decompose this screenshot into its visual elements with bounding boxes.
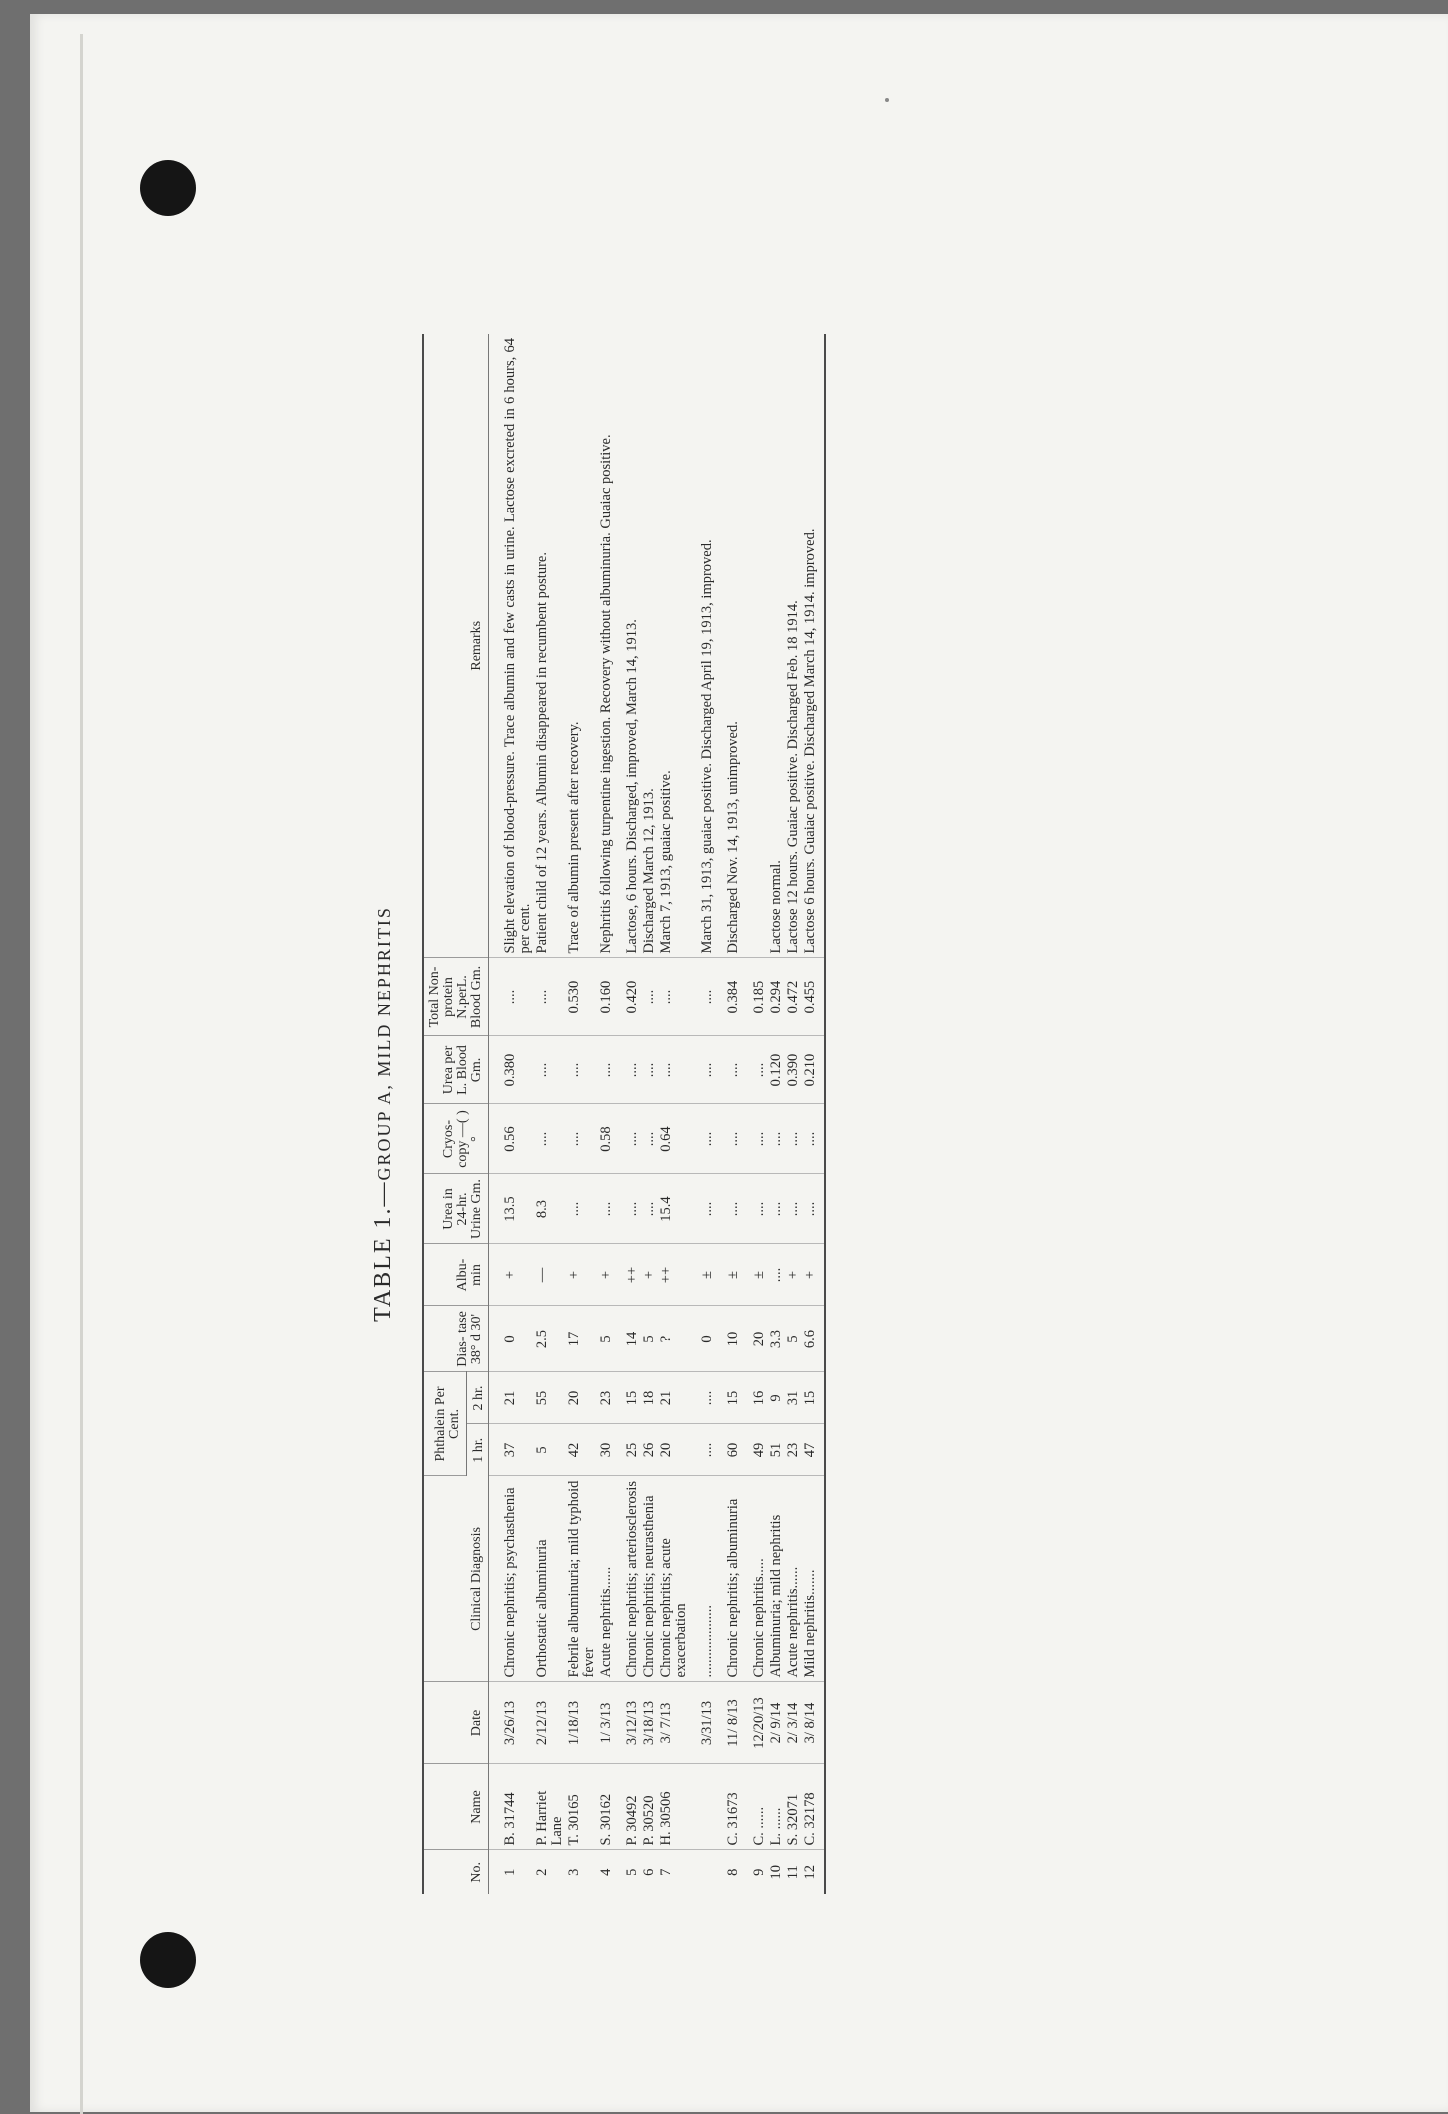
cell-cryoscopy: 0.56	[489, 1104, 535, 1174]
cell-name: C. 31673	[716, 1764, 742, 1850]
cell-name: S. 32071	[785, 1764, 802, 1850]
cell-albumin: +	[641, 1244, 658, 1306]
table-row	[615, 334, 641, 1894]
cell-no: 5	[624, 1868, 640, 1876]
cell-remarks: March 7, 1913, guaiac positive.	[658, 334, 690, 958]
header-diastase: Dias- tase 38° d 30'	[423, 1306, 489, 1372]
cell-diagnosis: Acute nephritis......	[598, 1476, 615, 1682]
cell-date: 3/31/13	[690, 1682, 716, 1764]
cell-albumin: ±	[716, 1244, 742, 1306]
cell-urea-urine: 8.3	[534, 1174, 566, 1244]
binder-hole-bottom	[140, 1932, 196, 1988]
cell-no: 8	[725, 1868, 741, 1876]
cell-nonprotein: ....	[489, 958, 535, 1036]
cell-no	[690, 1850, 716, 1894]
cell-p1: ....	[690, 1424, 716, 1476]
results-table	[422, 334, 826, 1894]
cell-diagnosis: Mild nephritis.......	[802, 1476, 825, 1682]
cell-name: H. 30506	[658, 1764, 690, 1850]
cell-no: 6	[641, 1868, 657, 1876]
cell-remarks: Lactose 12 hours. Guaiac positive. Discharged Feb. 18 1914.	[785, 334, 802, 958]
cell-diagnosis: Albuminuria; mild nephritis	[768, 1476, 785, 1682]
cell-diagnosis: Chronic nephritis; psychasthenia	[489, 1476, 535, 1682]
table-row	[690, 334, 716, 1894]
cell-diagnosis: Febrile albuminuria; mild typhoid fever	[566, 1476, 598, 1682]
table-row	[658, 334, 690, 1894]
cell-no: 12	[802, 1850, 825, 1894]
page-fold-line	[80, 34, 83, 2114]
cell-cryoscopy: ....	[690, 1104, 716, 1174]
cell-date: 12/20/13	[742, 1682, 768, 1764]
cell-cryoscopy: ....	[566, 1104, 598, 1174]
cell-cryoscopy: ....	[742, 1104, 768, 1174]
cell-p1: 49	[742, 1424, 768, 1476]
header-urea-blood: Urea per L. Blood Gm.	[423, 1036, 489, 1104]
cell-diastase: 6.6	[802, 1306, 825, 1372]
cell-diagnosis: Acute nephritis......	[785, 1476, 802, 1682]
cell-date: 1/ 3/13	[598, 1682, 615, 1764]
cell-albumin: +	[785, 1244, 802, 1306]
cell-urea-blood: ....	[742, 1036, 768, 1104]
cell-name: L. ......	[768, 1764, 785, 1850]
header-urea-urine: Urea in 24-hr. Urine Gm.	[423, 1174, 489, 1244]
table-row	[768, 334, 785, 1894]
table-title-group: GROUP A, MILD NEPHRITIS	[374, 906, 394, 1181]
cell-cryoscopy: 0.58	[598, 1104, 615, 1174]
cell-diastase: 14	[615, 1306, 641, 1372]
cell-urea-urine: ....	[802, 1174, 825, 1244]
header-name: Name	[423, 1764, 489, 1850]
header-cryoscopy: Cryos- copy —( )°	[423, 1104, 489, 1174]
cell-name: C. ......	[742, 1764, 768, 1850]
cell-name: P. 30520	[641, 1764, 658, 1850]
header-phthalein: Phthalein Per Cent.	[423, 1372, 466, 1476]
table-row	[716, 334, 742, 1894]
cell-name: S. 30162	[598, 1764, 615, 1850]
cell-p2: 31	[785, 1372, 802, 1424]
cell-urea-urine: ....	[566, 1174, 598, 1244]
cell-urea-blood: ....	[716, 1036, 742, 1104]
cell-cryoscopy: ....	[534, 1104, 566, 1174]
cell-diagnosis: Orthostatic albuminuria	[534, 1476, 566, 1682]
table-row	[641, 334, 658, 1894]
cell-p1: 26	[641, 1424, 658, 1476]
cell-p2: 15	[802, 1372, 825, 1424]
cell-date: 3/26/13	[489, 1682, 535, 1764]
cell-nonprotein: 0.294	[768, 958, 785, 1036]
cell-diagnosis: ....................	[690, 1476, 716, 1682]
cell-p2: 15	[716, 1372, 742, 1424]
cell-remarks	[742, 334, 768, 958]
cell-nonprotein: ....	[690, 958, 716, 1036]
cell-p2: 23	[598, 1372, 615, 1424]
cell-diagnosis: Chronic nephritis; arteriosclerosis	[615, 1476, 641, 1682]
cell-remarks: Slight elevation of blood-pressure. Trace albumin and few casts in urine. Lactose excreted in 6 hours, 64 per cent.	[489, 334, 535, 958]
cell-urea-urine: ....	[641, 1174, 658, 1244]
cell-urea-blood: ....	[658, 1036, 690, 1104]
cell-p2: 16	[742, 1372, 768, 1424]
cell-date: 2/12/13	[534, 1682, 566, 1764]
cell-remarks: Trace of albumin present after recovery.	[566, 334, 598, 958]
cell-no: 10	[768, 1865, 784, 1880]
table-row	[489, 334, 535, 1894]
table-row	[566, 334, 598, 1894]
cell-no: 4	[598, 1868, 614, 1876]
cell-urea-urine: ....	[768, 1174, 785, 1244]
cell-name: P. 30492	[615, 1764, 641, 1850]
cell-remarks: Discharged March 12, 1913.	[641, 334, 658, 958]
cell-p2: 21	[489, 1372, 535, 1424]
table-row	[802, 334, 825, 1894]
cell-diagnosis: Chronic nephritis; acute exacerbation	[658, 1476, 690, 1682]
cell-cryoscopy: 0.64	[658, 1104, 690, 1174]
cell-nonprotein: 0.185	[742, 958, 768, 1036]
cell-no: 3	[566, 1868, 582, 1876]
cell-p1: 30	[598, 1424, 615, 1476]
cell-nonprotein: ....	[658, 958, 690, 1036]
cell-cryoscopy: ....	[785, 1104, 802, 1174]
cell-albumin: ±	[690, 1244, 716, 1306]
cell-name: P. Harriet Lane	[534, 1764, 566, 1850]
cell-date: 11/ 8/13	[716, 1682, 742, 1764]
cell-urea-urine: 15.4	[658, 1174, 690, 1244]
speck	[885, 98, 889, 102]
cell-cryoscopy: ....	[802, 1104, 825, 1174]
header-albumin: Albu- min	[423, 1244, 489, 1306]
cell-nonprotein: 0.384	[716, 958, 742, 1036]
cell-no: 2	[534, 1868, 550, 1876]
cell-nonprotein: 0.530	[566, 958, 598, 1036]
cell-name: B. 31744	[489, 1764, 535, 1850]
cell-diagnosis: Chronic nephritis.....	[742, 1476, 768, 1682]
cell-urea-blood: ....	[690, 1036, 716, 1104]
cell-date: 3/ 8/14	[802, 1682, 825, 1764]
cell-date: 2/ 3/14	[785, 1682, 802, 1764]
cell-remarks: Patient child of 12 years. Albumin disappeared in recumbent posture.	[534, 334, 566, 958]
cell-nonprotein: 0.472	[785, 958, 802, 1036]
cell-urea-urine: ....	[742, 1174, 768, 1244]
cell-no: 11	[785, 1865, 801, 1880]
table-body	[489, 334, 826, 1894]
cell-urea-blood: 0.120	[768, 1036, 785, 1104]
cell-date: 3/18/13	[641, 1682, 658, 1764]
cell-date: 2/ 9/14	[768, 1682, 785, 1764]
cell-remarks: Discharged Nov. 14, 1913, unimproved.	[716, 334, 742, 958]
cell-urea-blood: ....	[641, 1036, 658, 1104]
cell-remarks: Nephritis following turpentine ingestion. Recovery without albuminuria. Guaiac positive.	[598, 334, 615, 958]
cell-urea-urine: ....	[690, 1174, 716, 1244]
cell-diastase: 17	[566, 1306, 598, 1372]
cell-urea-blood: ....	[566, 1036, 598, 1104]
cell-albumin: +	[489, 1244, 535, 1306]
cell-p1: 37	[489, 1424, 535, 1476]
cell-diastase: 20	[742, 1306, 768, 1372]
cell-urea-urine: 13.5	[489, 1174, 535, 1244]
cell-nonprotein: 0.160	[598, 958, 615, 1036]
cell-name	[690, 1764, 716, 1850]
header-remarks: Remarks	[423, 334, 489, 958]
cell-diastase: 2.5	[534, 1306, 566, 1372]
cell-urea-urine: ....	[716, 1174, 742, 1244]
cell-diagnosis: Chronic nephritis; albuminuria	[716, 1476, 742, 1682]
cell-albumin: +	[566, 1244, 598, 1306]
header-date: Date	[423, 1682, 489, 1764]
cell-p1: 60	[716, 1424, 742, 1476]
header-phthalein-1hr: 1 hr.	[466, 1424, 488, 1476]
cell-albumin: ++	[658, 1244, 690, 1306]
cell-no: 1	[502, 1868, 518, 1876]
cell-nonprotein: 0.420	[615, 958, 641, 1036]
cell-name: T. 30165	[566, 1764, 598, 1850]
cell-diastase: 5	[598, 1306, 615, 1372]
cell-cryoscopy: ....	[641, 1104, 658, 1174]
cell-diastase: 0	[690, 1306, 716, 1372]
cell-urea-urine: ....	[598, 1174, 615, 1244]
cell-nonprotein: 0.455	[802, 958, 825, 1036]
cell-p2: 18	[641, 1372, 658, 1424]
cell-diagnosis: Chronic nephritis; neurasthenia	[641, 1476, 658, 1682]
cell-albumin: ±	[742, 1244, 768, 1306]
cell-p1: 20	[658, 1424, 690, 1476]
cell-diastase: 3.3	[768, 1306, 785, 1372]
cell-p2: ....	[690, 1372, 716, 1424]
cell-p1: 47	[802, 1424, 825, 1476]
cell-date: 1/18/13	[566, 1682, 598, 1764]
cell-urea-blood: 0.380	[489, 1036, 535, 1104]
cell-p1: 25	[615, 1424, 641, 1476]
cell-p2: 15	[615, 1372, 641, 1424]
cell-albumin: ++	[615, 1244, 641, 1306]
cell-albumin: +	[598, 1244, 615, 1306]
cell-urea-blood: 0.210	[802, 1036, 825, 1104]
cell-urea-blood: ....	[598, 1036, 615, 1104]
cell-diastase: ?	[658, 1306, 690, 1372]
cell-albumin: ....	[768, 1244, 785, 1306]
cell-p1: 23	[785, 1424, 802, 1476]
cell-remarks: Lactose, 6 hours. Discharged, improved, March 14, 1913.	[615, 334, 641, 958]
cell-cryoscopy: ....	[615, 1104, 641, 1174]
cell-urea-blood: ....	[534, 1036, 566, 1104]
cell-date: 3/ 7/13	[658, 1682, 690, 1764]
cell-cryoscopy: ....	[716, 1104, 742, 1174]
cell-remarks: Lactose normal.	[768, 334, 785, 958]
cell-nonprotein: ....	[641, 958, 658, 1036]
table-title-prefix: TABLE 1.—	[370, 1180, 396, 1322]
cell-p2: 20	[566, 1372, 598, 1424]
header-diagnosis: Clinical Diagnosis	[423, 1476, 489, 1682]
cell-albumin: +	[802, 1244, 825, 1306]
table-row	[785, 334, 802, 1894]
table-row	[598, 334, 615, 1894]
table-title	[370, 314, 397, 1914]
cell-name: C. 32178	[802, 1764, 825, 1850]
rotated-table-region	[370, 314, 1110, 1914]
cell-p1: 51	[768, 1424, 785, 1476]
cell-p2: 9	[768, 1372, 785, 1424]
cell-urea-urine: ....	[615, 1174, 641, 1244]
cell-diastase: 5	[785, 1306, 802, 1372]
header-nonprotein: Total Non- protein N.perL. Blood Gm.	[423, 958, 489, 1036]
cell-urea-urine: ....	[785, 1174, 802, 1244]
table-row	[742, 334, 768, 1894]
page-sheet	[30, 14, 1448, 2112]
header-phthalein-2hr: 2 hr.	[466, 1372, 488, 1424]
cell-p2: 55	[534, 1372, 566, 1424]
cell-no: 9	[751, 1868, 767, 1876]
binder-hole-top	[140, 160, 196, 216]
cell-remarks: March 31, 1913, guaiac positive. Discharged April 19, 1913, improved.	[690, 334, 716, 958]
cell-nonprotein: ....	[534, 958, 566, 1036]
cell-remarks: Lactose 6 hours. Guaiac positive. Discharged March 14, 1914. improved.	[802, 334, 825, 958]
cell-cryoscopy: ....	[768, 1104, 785, 1174]
cell-diastase: 0	[489, 1306, 535, 1372]
header-no: No.	[423, 1850, 489, 1894]
cell-no: 7	[658, 1868, 674, 1876]
cell-urea-blood: 0.390	[785, 1036, 802, 1104]
cell-p2: 21	[658, 1372, 690, 1424]
cell-p1: 5	[534, 1424, 566, 1476]
cell-diastase: 5	[641, 1306, 658, 1372]
cell-albumin: —	[534, 1244, 566, 1306]
cell-p1: 42	[566, 1424, 598, 1476]
cell-date: 3/12/13	[615, 1682, 641, 1764]
cell-diastase: 10	[716, 1306, 742, 1372]
cell-urea-blood: ....	[615, 1036, 641, 1104]
table-row	[534, 334, 566, 1894]
